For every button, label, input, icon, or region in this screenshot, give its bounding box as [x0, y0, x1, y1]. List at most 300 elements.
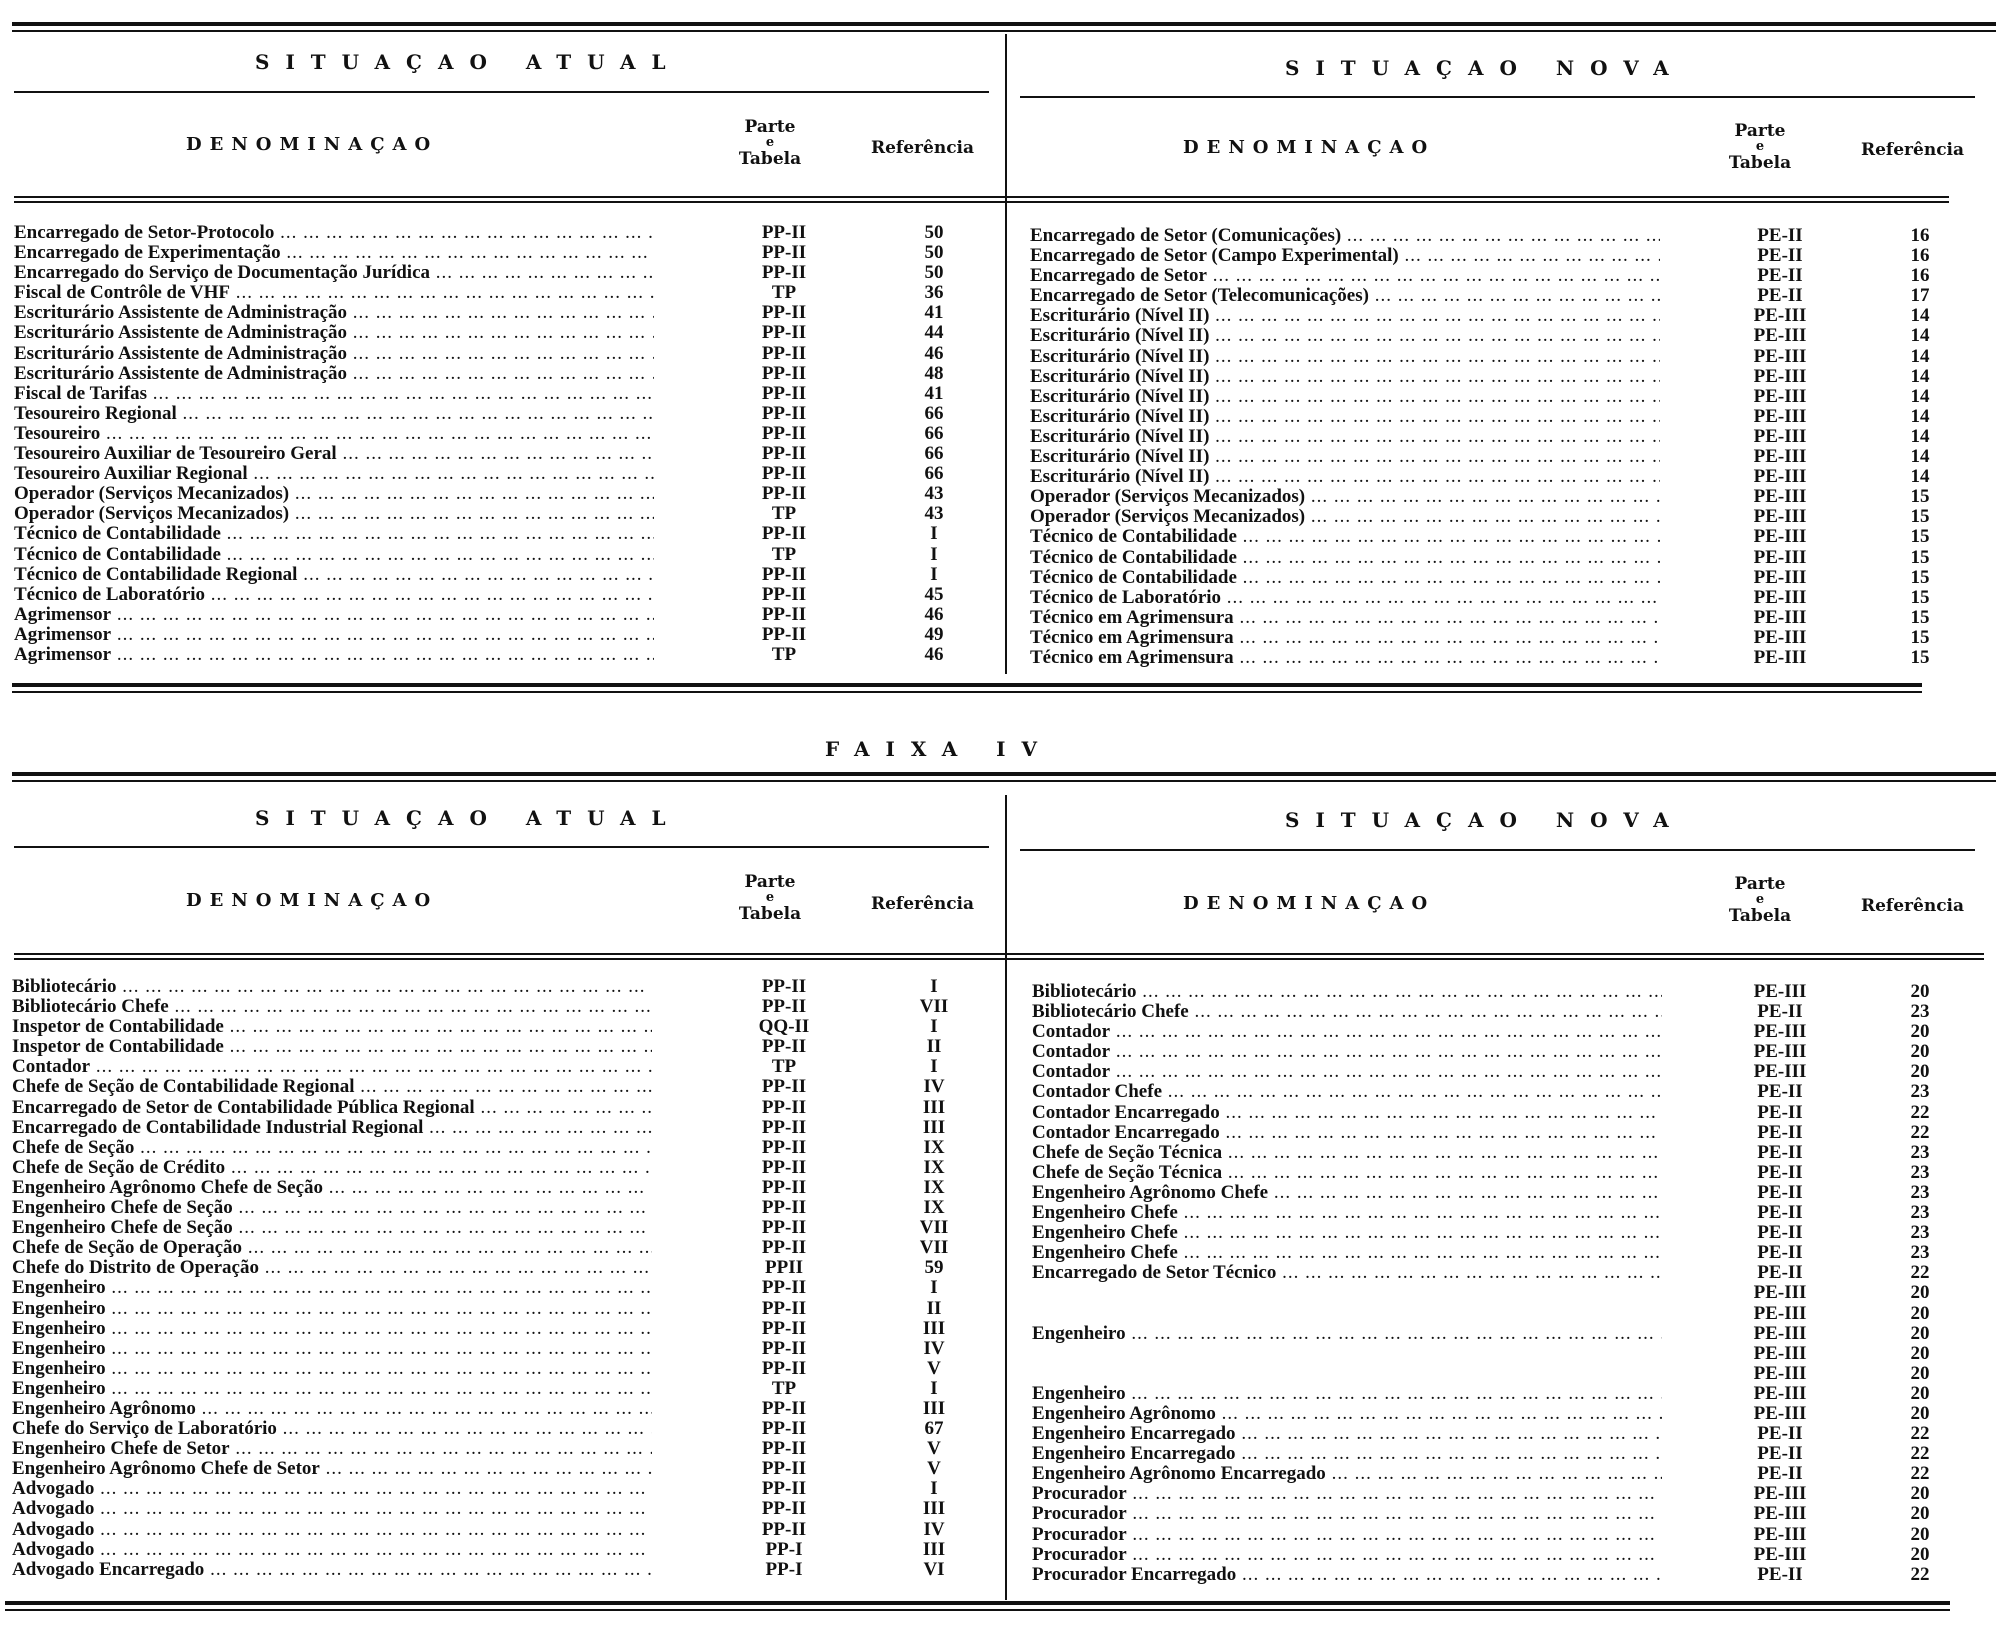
row-parte-tabela: PP-II	[761, 483, 807, 505]
row-referencia: 46	[924, 342, 944, 364]
row-denominacao: Procurador ... .	[1032, 1504, 1662, 1524]
row-referencia: 15	[1910, 606, 1930, 628]
row-parte-tabela: PE-III	[1753, 1503, 1807, 1525]
row-referencia: 20	[1910, 1021, 1930, 1043]
row-denominacao: Técnico de Contabilidade ... .	[1030, 548, 1660, 568]
row-denominacao: Escriturário Assistente de Administração ... .	[14, 364, 654, 384]
row-denominacao: Engenheiro ... .	[12, 1339, 652, 1359]
row-parte-tabela: PP-II	[761, 1317, 807, 1339]
row-parte-tabela: PP-II	[761, 1498, 807, 1520]
row-referencia: 20	[1910, 1543, 1930, 1565]
table-row	[14, 504, 994, 524]
row-parte-tabela: PE-III	[1753, 526, 1807, 548]
section2-top-rule	[12, 772, 1996, 776]
row-parte-tabela: PP-II	[761, 976, 807, 997]
row-referencia: I	[930, 563, 938, 585]
row-parte-tabela: PP-II	[761, 443, 807, 465]
section1-nova-parte-tabela	[1710, 121, 1810, 173]
row-referencia: 50	[924, 262, 944, 284]
table-row	[12, 1118, 997, 1138]
row-parte-tabela: PE-III	[1753, 626, 1807, 648]
row-referencia: II	[926, 1297, 942, 1319]
table-row	[1032, 1042, 1987, 1062]
row-parte-tabela: PP-II	[761, 1076, 807, 1098]
row-referencia: 20	[1910, 1061, 1930, 1083]
row-denominacao: Encarregado de Setor (Campo Experimental) ... .	[1030, 246, 1660, 266]
row-denominacao: Procurador ... .	[1032, 1525, 1662, 1545]
row-denominacao: Técnico de Contabilidade ... .	[1030, 527, 1660, 547]
table-row	[1030, 266, 1985, 286]
row-referencia: II	[926, 1036, 942, 1058]
table-row	[12, 1459, 997, 1479]
row-denominacao: Engenheiro ... .	[12, 1379, 652, 1399]
row-parte-tabela: PE-II	[1757, 265, 1803, 287]
row-referencia: 36	[924, 282, 944, 304]
table-row	[1032, 1103, 1987, 1123]
row-referencia: 14	[1910, 405, 1930, 427]
table-row	[12, 1098, 997, 1118]
row-denominacao: Engenheiro ... .	[1032, 1384, 1662, 1404]
section2-nova-referencia: Referência	[1860, 896, 1965, 916]
row-denominacao: Chefe do Serviço de Laboratório ... .	[12, 1419, 652, 1439]
row-parte-tabela: PE-II	[1757, 1262, 1803, 1284]
row-referencia: IV	[923, 1337, 945, 1359]
section1-atual-rows	[14, 223, 994, 665]
row-denominacao: Escriturário (Nível II) ... .	[1030, 326, 1660, 346]
table-row	[1030, 588, 1985, 608]
row-referencia: 20	[1910, 1362, 1930, 1384]
row-referencia: VII	[919, 1237, 949, 1259]
row-referencia: 43	[924, 503, 944, 525]
row-referencia: 14	[1910, 425, 1930, 447]
table-row	[1032, 1022, 1987, 1042]
table-row	[1030, 387, 1985, 407]
row-denominacao: Advogado ... .	[12, 1479, 652, 1499]
row-denominacao: Fiscal de Tarifas ... .	[14, 384, 654, 404]
table-row	[1030, 648, 1985, 668]
row-denominacao: Técnico em Agrimensura ... .	[1030, 628, 1660, 648]
row-referencia: 15	[1910, 486, 1930, 508]
row-parte-tabela: PP-II	[761, 362, 807, 384]
table-row	[1030, 527, 1985, 547]
row-referencia: I	[930, 523, 938, 545]
row-referencia: V	[927, 1458, 941, 1480]
row-parte-tabela: PP-II	[761, 523, 807, 545]
row-parte-tabela: TP	[771, 1377, 797, 1399]
table-row	[14, 444, 994, 464]
row-referencia: 14	[1910, 325, 1930, 347]
table-row	[1030, 367, 1985, 387]
row-referencia: 22	[1910, 1443, 1930, 1465]
row-denominacao: Operador (Serviços Mecanizados) ... .	[14, 484, 654, 504]
row-denominacao: Advogado ... .	[12, 1499, 652, 1519]
row-parte-tabela: PP-II	[761, 342, 807, 364]
row-denominacao: Procurador Encarregado ... .	[1032, 1565, 1662, 1585]
row-denominacao: Engenheiro Chefe ... .	[1032, 1203, 1662, 1223]
row-referencia: 22	[1910, 1121, 1930, 1143]
row-denominacao: Técnico de Contabilidade ... .	[1030, 568, 1660, 588]
row-parte-tabela: PE-II	[1757, 1141, 1803, 1163]
row-parte-tabela: PE-III	[1753, 1302, 1807, 1324]
section2-atual-rows	[12, 977, 997, 1580]
table-row	[14, 404, 994, 424]
table-row	[1032, 1143, 1987, 1163]
row-parte-tabela: PE-II	[1757, 1443, 1803, 1465]
row-denominacao: Técnico de Laboratório ... .	[14, 585, 654, 605]
section2-nova-subrule	[1020, 849, 1975, 851]
row-denominacao: Encarregado de Setor-Protocolo ... .	[14, 223, 654, 243]
row-parte-tabela: PP-II	[761, 1156, 807, 1178]
table-row	[12, 1258, 997, 1278]
row-referencia: 14	[1910, 345, 1930, 367]
row-denominacao: Escriturário (Nível II) ... .	[1030, 427, 1660, 447]
row-parte-tabela: PP-II	[761, 1397, 807, 1419]
table-row	[1030, 628, 1985, 648]
row-parte-tabela: PP-II	[761, 623, 807, 645]
row-parte-tabela: PP-II	[761, 1096, 807, 1118]
row-referencia: 20	[1910, 1282, 1930, 1304]
row-parte-tabela: PP-II	[761, 1237, 807, 1259]
table-row	[1030, 347, 1985, 367]
e-label: e	[765, 135, 775, 150]
table-row	[12, 1037, 997, 1057]
row-parte-tabela: PP-II	[761, 996, 807, 1018]
table-row	[12, 1379, 997, 1399]
section1-nova-referencia: Referência	[1860, 140, 1965, 160]
row-referencia: 14	[1910, 385, 1930, 407]
row-referencia: 23	[1910, 1181, 1930, 1203]
table-row	[1030, 326, 1985, 346]
row-denominacao: Engenheiro Agrônomo Encarregado ... .	[1032, 1464, 1662, 1484]
row-referencia: I	[930, 976, 938, 997]
row-referencia: IX	[923, 1156, 945, 1178]
section2-atual-parte-tabela	[720, 872, 820, 924]
row-parte-tabela: PE-II	[1757, 1181, 1803, 1203]
row-denominacao: Contador Encarregado ... .	[1032, 1103, 1662, 1123]
row-denominacao: Escriturário (Nível II) ... .	[1030, 347, 1660, 367]
row-referencia: I	[930, 1056, 938, 1078]
row-parte-tabela: PE-II	[1757, 245, 1803, 267]
row-referencia: 22	[1910, 1101, 1930, 1123]
row-denominacao: Encarregado do Serviço de Documentação Jurídica ... .	[14, 263, 654, 283]
row-parte-tabela: PP-II	[761, 1116, 807, 1138]
row-referencia: 44	[924, 322, 944, 344]
row-parte-tabela: PE-III	[1753, 586, 1807, 608]
row-denominacao: Chefe de Seção ... .	[12, 1138, 652, 1158]
row-referencia: 66	[924, 443, 944, 465]
row-referencia: VII	[919, 1217, 949, 1239]
row-referencia: V	[927, 1357, 941, 1379]
row-referencia: III	[922, 1317, 946, 1339]
table-row	[1032, 1002, 1987, 1022]
row-denominacao: Tesoureiro Auxiliar Regional ... .	[14, 464, 654, 484]
table-row	[1030, 447, 1985, 467]
row-denominacao: Contador ... .	[1032, 1022, 1662, 1042]
row-referencia: 20	[1910, 1382, 1930, 1404]
table-row	[14, 524, 994, 544]
row-referencia: 67	[924, 1418, 944, 1440]
tabela-label: Tabela	[1728, 153, 1792, 173]
row-denominacao: Técnico em Agrimensura ... .	[1030, 608, 1660, 628]
section1-atual-title: SITUAÇAO ATUAL	[255, 50, 682, 74]
table-row	[1032, 1464, 1987, 1484]
table-row	[14, 545, 994, 565]
section1-header-rule	[14, 196, 1949, 198]
row-denominacao: Engenheiro Agrônomo ... .	[1032, 1404, 1662, 1424]
row-referencia: VII	[919, 996, 949, 1018]
row-referencia: 46	[924, 603, 944, 625]
row-parte-tabela: TP	[771, 1056, 797, 1078]
table-row	[12, 1339, 997, 1359]
row-referencia: 50	[924, 222, 944, 243]
table-row	[12, 1077, 997, 1097]
row-referencia: 15	[1910, 546, 1930, 568]
section1-divider	[1005, 34, 1007, 674]
row-denominacao: Advogado Encarregado ... .	[12, 1560, 652, 1580]
row-denominacao: Engenheiro Chefe de Seção ... .	[12, 1218, 652, 1238]
row-parte-tabela: PP-II	[761, 1197, 807, 1219]
section2-bottom-rule-2	[5, 1609, 1950, 1611]
row-referencia: IV	[923, 1076, 945, 1098]
section1-nova-denominacao: DENOMINAÇAO	[1183, 137, 1436, 158]
row-denominacao: Contador Encarregado ... .	[1032, 1123, 1662, 1143]
table-row	[1032, 1304, 1987, 1324]
row-referencia: 41	[924, 302, 944, 324]
row-denominacao: Escriturário (Nível II) ... .	[1030, 367, 1660, 387]
row-referencia: 45	[924, 583, 944, 605]
row-referencia: 23	[1910, 1161, 1930, 1183]
table-row	[1030, 608, 1985, 628]
row-referencia: V	[927, 1438, 941, 1460]
row-denominacao: Engenheiro Encarregado ... .	[1032, 1444, 1662, 1464]
row-parte-tabela: PE-III	[1753, 566, 1807, 588]
row-denominacao: Engenheiro Agrônomo Chefe de Setor ... .	[12, 1459, 652, 1479]
section2-atual-subrule	[14, 846, 989, 848]
row-parte-tabela: PP-II	[761, 1337, 807, 1359]
row-parte-tabela: TP	[771, 282, 797, 304]
row-referencia: 14	[1910, 466, 1930, 488]
row-parte-tabela: PE-II	[1757, 1563, 1803, 1585]
row-denominacao: Chefe de Seção de Contabilidade Regional ... .	[12, 1077, 652, 1097]
row-denominacao: Técnico em Agrimensura ... .	[1030, 648, 1660, 668]
row-parte-tabela: PE-II	[1757, 1161, 1803, 1183]
section1-nova-rows	[1030, 226, 1985, 668]
table-row	[1032, 1364, 1987, 1384]
table-row	[1030, 306, 1985, 326]
row-parte-tabela: TP	[771, 503, 797, 525]
row-referencia: 17	[1910, 285, 1930, 307]
row-referencia: 20	[1910, 1483, 1930, 1505]
row-referencia: 20	[1910, 1302, 1930, 1324]
row-parte-tabela: PE-II	[1757, 1463, 1803, 1485]
section1-atual-parte-tabela	[720, 117, 820, 169]
row-parte-tabela: PE-III	[1753, 1483, 1807, 1505]
row-parte-tabela: PP-II	[761, 1297, 807, 1319]
row-denominacao: Bibliotecário Chefe ... .	[12, 997, 652, 1017]
row-denominacao: Operador (Serviços Mecanizados) ... .	[1030, 487, 1660, 507]
row-referencia: 23	[1910, 1242, 1930, 1264]
row-referencia: I	[930, 1277, 938, 1299]
row-referencia: 20	[1910, 1503, 1930, 1525]
row-parte-tabela: PP-II	[761, 1458, 807, 1480]
row-denominacao: Bibliotecário ... .	[1032, 982, 1662, 1002]
row-parte-tabela: PE-III	[1753, 1523, 1807, 1545]
row-denominacao: Técnico de Contabilidade Regional ... .	[14, 565, 654, 585]
table-row	[14, 344, 994, 364]
row-denominacao: Engenheiro Chefe de Seção ... .	[12, 1198, 652, 1218]
row-referencia: III	[922, 1498, 946, 1520]
table-row	[1030, 226, 1985, 246]
section2-atual-denominacao: DENOMINAÇAO	[186, 890, 439, 911]
top-double-rule	[12, 22, 1996, 26]
table-row	[1032, 1545, 1987, 1565]
row-referencia: I	[930, 1478, 938, 1500]
table-row	[14, 243, 994, 263]
row-denominacao: Operador (Serviços Mecanizados) ... .	[1030, 507, 1660, 527]
row-denominacao: Escriturário (Nível II) ... .	[1030, 387, 1660, 407]
row-parte-tabela: PE-III	[1753, 1021, 1807, 1043]
row-referencia: III	[922, 1538, 946, 1560]
row-denominacao: Chefe de Seção de Operação ... .	[12, 1238, 652, 1258]
row-denominacao: Engenheiro ... .	[12, 1319, 652, 1339]
table-row	[12, 1057, 997, 1077]
table-row	[14, 384, 994, 404]
row-parte-tabela: QQ-II	[758, 1016, 810, 1038]
row-denominacao: Engenheiro ... .	[12, 1359, 652, 1379]
table-row	[1030, 467, 1985, 487]
section2-bottom-rule	[5, 1601, 1950, 1605]
table-row	[14, 323, 994, 343]
row-referencia: 15	[1910, 566, 1930, 588]
row-referencia: 23	[1910, 1081, 1930, 1103]
row-parte-tabela: PE-II	[1757, 1242, 1803, 1264]
table-row	[1030, 507, 1985, 527]
row-parte-tabela: PE-III	[1753, 646, 1807, 668]
row-parte-tabela: PP-II	[761, 463, 807, 485]
row-denominacao: Agrimensor ... .	[14, 645, 654, 665]
row-parte-tabela: PE-II	[1757, 1001, 1803, 1023]
row-parte-tabela: PP-II	[761, 262, 807, 284]
row-denominacao: Bibliotecário ... .	[12, 977, 652, 997]
row-parte-tabela: PE-III	[1753, 345, 1807, 367]
table-row	[1032, 1163, 1987, 1183]
row-denominacao: Escriturário (Nível II) ... .	[1030, 447, 1660, 467]
row-referencia: 59	[924, 1257, 944, 1279]
row-referencia: 20	[1910, 1041, 1930, 1063]
row-parte-tabela: PE-III	[1753, 305, 1807, 327]
row-referencia: I	[930, 543, 938, 565]
row-parte-tabela: PE-III	[1753, 325, 1807, 347]
row-parte-tabela: PP-I	[765, 1538, 803, 1560]
row-referencia: 41	[924, 382, 944, 404]
table-row	[12, 1319, 997, 1339]
row-parte-tabela: PE-II	[1757, 1202, 1803, 1224]
row-referencia: IV	[923, 1518, 945, 1540]
row-denominacao: Engenheiro ... .	[1032, 1324, 1662, 1344]
row-parte-tabela: PP-II	[761, 1518, 807, 1540]
table-row	[1030, 548, 1985, 568]
row-denominacao: Chefe de Seção Técnica ... .	[1032, 1143, 1662, 1163]
row-denominacao: Chefe de Seção de Crédito ... .	[12, 1158, 652, 1178]
table-row	[14, 283, 994, 303]
row-denominacao: Escriturário (Nível II) ... .	[1030, 467, 1660, 487]
row-parte-tabela: PP-II	[761, 1217, 807, 1239]
table-row	[1030, 246, 1985, 266]
row-parte-tabela: PE-II	[1757, 1222, 1803, 1244]
row-denominacao: Agrimensor ... .	[14, 605, 654, 625]
row-denominacao: Engenheiro Agrônomo Chefe ... .	[1032, 1183, 1662, 1203]
row-parte-tabela: PP-II	[761, 402, 807, 424]
row-referencia: IX	[923, 1176, 945, 1198]
table-row	[12, 1520, 997, 1540]
table-row	[12, 1178, 997, 1198]
row-referencia: I	[930, 1016, 938, 1038]
row-denominacao: Engenheiro Chefe ... .	[1032, 1223, 1662, 1243]
parte-label: Parte	[744, 117, 796, 137]
table-row	[12, 1218, 997, 1238]
row-parte-tabela: PP-II	[761, 422, 807, 444]
row-denominacao: Procurador ... .	[1032, 1484, 1662, 1504]
row-referencia: 50	[924, 242, 944, 264]
row-parte-tabela: TP	[771, 643, 797, 665]
row-parte-tabela: PE-III	[1753, 546, 1807, 568]
row-parte-tabela: PP-II	[761, 1438, 807, 1460]
table-row	[12, 1419, 997, 1439]
row-parte-tabela: PE-III	[1753, 981, 1807, 1002]
row-referencia: 49	[924, 623, 944, 645]
section2-atual-title: SITUAÇAO ATUAL	[255, 806, 682, 830]
section1-atual-subrule	[14, 91, 989, 93]
row-parte-tabela: PE-III	[1753, 405, 1807, 427]
section1-bottom-rule-2	[12, 691, 1922, 693]
row-referencia: 23	[1910, 1202, 1930, 1224]
row-parte-tabela: PE-III	[1753, 1543, 1807, 1565]
row-parte-tabela: PE-II	[1757, 285, 1803, 307]
table-row	[12, 1158, 997, 1178]
row-denominacao: Inspetor de Contabilidade ... .	[12, 1037, 652, 1057]
row-referencia: III	[922, 1096, 946, 1118]
e-label: e	[1755, 892, 1765, 907]
row-parte-tabela: PE-III	[1753, 506, 1807, 528]
row-referencia: 43	[924, 483, 944, 505]
row-referencia: 22	[1910, 1463, 1930, 1485]
row-denominacao: Operador (Serviços Mecanizados) ... .	[14, 504, 654, 524]
parte-label: Parte	[1734, 874, 1786, 894]
table-row	[12, 1138, 997, 1158]
row-parte-tabela: PP-II	[761, 242, 807, 264]
row-denominacao: Chefe do Distrito de Operação ... .	[12, 1258, 652, 1278]
row-referencia: 16	[1910, 225, 1930, 246]
row-parte-tabela: PE-III	[1753, 1402, 1807, 1424]
row-referencia: 22	[1910, 1563, 1930, 1585]
row-denominacao: Encarregado de Setor (Comunicações) ... .	[1030, 226, 1660, 246]
row-referencia: 48	[924, 362, 944, 384]
row-referencia: 16	[1910, 265, 1930, 287]
table-row	[1032, 1263, 1987, 1283]
section2-nova-denominacao: DENOMINAÇAO	[1183, 893, 1436, 914]
row-referencia: III	[922, 1397, 946, 1419]
row-denominacao: Encarregado de Setor (Telecomunicações) ... .	[1030, 286, 1660, 306]
table-row	[1030, 286, 1985, 306]
row-referencia: 23	[1910, 1141, 1930, 1163]
table-row	[12, 1017, 997, 1037]
row-parte-tabela: PE-II	[1757, 1121, 1803, 1143]
table-row	[1032, 1344, 1987, 1364]
row-referencia: 20	[1910, 1523, 1930, 1545]
table-row	[14, 424, 994, 444]
row-parte-tabela: PE-III	[1753, 1322, 1807, 1344]
row-denominacao: Escriturário Assistente de Administração ... .	[14, 303, 654, 323]
